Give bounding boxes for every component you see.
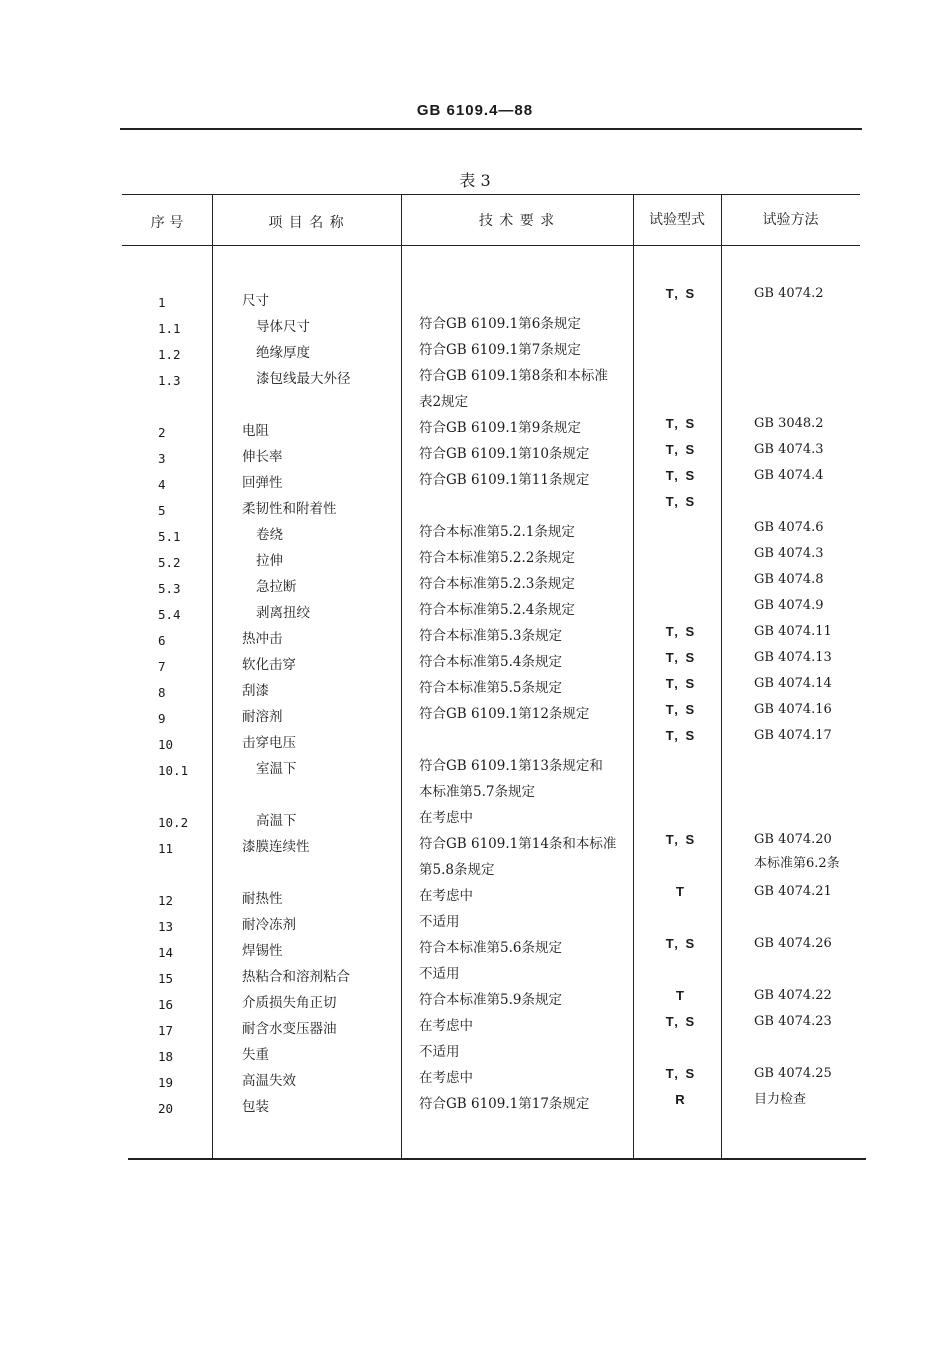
row-test-type: T bbox=[676, 988, 686, 1003]
row-item-name: 刮漆 bbox=[242, 683, 269, 699]
row-seq: 16 bbox=[158, 997, 174, 1012]
row-test-type: T bbox=[676, 884, 686, 899]
row-requirement: 符合GB 6109.1第9条规定 bbox=[419, 420, 581, 436]
row-item-name: 急拉断 bbox=[256, 579, 297, 595]
header-seq: 序 号 bbox=[150, 215, 184, 231]
row-test-method: GB 4074.3 bbox=[754, 546, 824, 561]
row-seq: 11 bbox=[158, 841, 174, 856]
row-seq: 9 bbox=[158, 711, 166, 726]
row-seq: 13 bbox=[158, 919, 174, 934]
row-test-method: GB 4074.4 bbox=[754, 468, 824, 483]
row-item-name: 耐热性 bbox=[242, 891, 283, 907]
row-seq: 3 bbox=[158, 451, 166, 466]
row-test-type: R bbox=[675, 1092, 687, 1107]
row-requirement: 在考虑中 bbox=[419, 1070, 473, 1086]
row-item-name: 耐冷冻剂 bbox=[242, 917, 296, 933]
row-item-name: 漆包线最大外径 bbox=[256, 371, 351, 387]
row-test-method: 目力检查 bbox=[754, 1092, 807, 1107]
row-test-method: GB 4074.17 bbox=[754, 728, 832, 743]
row-test-method: GB 4074.8 bbox=[754, 572, 824, 587]
col-divider-3 bbox=[633, 195, 634, 1158]
row-seq: 18 bbox=[158, 1049, 174, 1064]
row-item-name: 卷绕 bbox=[256, 527, 283, 543]
row-test-type: T, S bbox=[665, 728, 697, 743]
header-requirement: 技 术 要 求 bbox=[478, 213, 556, 229]
row-test-method: GB 4074.26 bbox=[754, 936, 832, 951]
row-requirement-cont: 第5.8条规定 bbox=[419, 862, 495, 878]
row-seq: 1.3 bbox=[158, 373, 181, 388]
row-requirement: 符合本标准第5.3条规定 bbox=[419, 628, 562, 644]
row-requirement: 符合本标准第5.4条规定 bbox=[419, 654, 562, 670]
row-seq: 5.4 bbox=[158, 607, 181, 622]
row-test-type: T, S bbox=[665, 1066, 697, 1081]
row-item-name: 导体尺寸 bbox=[256, 319, 310, 335]
row-test-type: T, S bbox=[665, 676, 697, 691]
row-seq: 1.2 bbox=[158, 347, 181, 362]
row-item-name: 软化击穿 bbox=[242, 657, 296, 673]
row-requirement: 在考虑中 bbox=[419, 810, 473, 826]
table-bottom-rule bbox=[128, 1158, 866, 1160]
row-item-name: 高温失效 bbox=[242, 1073, 296, 1089]
row-requirement: 在考虑中 bbox=[419, 1018, 473, 1034]
row-item-name: 热粘合和溶剂粘合 bbox=[242, 969, 350, 985]
row-test-method: GB 4074.16 bbox=[754, 702, 832, 717]
row-seq: 5.2 bbox=[158, 555, 181, 570]
col-divider-2 bbox=[401, 195, 402, 1158]
table-title: 表 3 bbox=[459, 171, 491, 190]
row-test-type: T, S bbox=[665, 936, 697, 951]
row-seq: 8 bbox=[158, 685, 166, 700]
row-test-type: T, S bbox=[665, 468, 697, 483]
row-item-name: 耐含水变压器油 bbox=[242, 1021, 337, 1037]
row-test-method: GB 4074.11 bbox=[754, 624, 832, 639]
row-requirement-cont: 表2规定 bbox=[419, 394, 469, 410]
row-test-method: GB 3048.2 bbox=[754, 416, 824, 431]
row-item-name: 尺寸 bbox=[242, 293, 269, 309]
row-requirement-cont: 本标准第5.7条规定 bbox=[419, 784, 535, 800]
row-seq: 10.2 bbox=[158, 815, 189, 830]
row-requirement: 符合GB 6109.1第7条规定 bbox=[419, 342, 581, 358]
row-test-method: GB 4074.14 bbox=[754, 676, 832, 691]
header-test-method: 试验方法 bbox=[762, 212, 819, 228]
row-seq: 5.3 bbox=[158, 581, 181, 596]
row-item-name: 室温下 bbox=[256, 761, 297, 777]
row-test-method: GB 4074.9 bbox=[754, 598, 824, 613]
row-requirement: 在考虑中 bbox=[419, 888, 473, 904]
row-requirement: 符合本标准第5.2.2条规定 bbox=[419, 550, 575, 566]
row-item-name: 高温下 bbox=[256, 813, 297, 829]
row-requirement: 不适用 bbox=[419, 1044, 460, 1060]
row-test-method: GB 4074.6 bbox=[754, 520, 824, 535]
row-seq: 4 bbox=[158, 477, 166, 492]
row-test-type: T, S bbox=[665, 286, 697, 301]
standard-code: GB 6109.4—88 bbox=[416, 102, 534, 119]
row-requirement: 符合GB 6109.1第6条规定 bbox=[419, 316, 581, 332]
table-header-rule bbox=[122, 245, 860, 246]
row-item-name: 剥离扭绞 bbox=[256, 605, 310, 621]
row-requirement: 符合本标准第5.2.1条规定 bbox=[419, 524, 575, 540]
row-item-name: 失重 bbox=[242, 1047, 269, 1063]
row-seq: 12 bbox=[158, 893, 174, 908]
row-test-type: T, S bbox=[665, 442, 697, 457]
row-test-method: GB 4074.23 bbox=[754, 1014, 832, 1029]
row-seq: 1 bbox=[158, 295, 166, 310]
header-test-type: 试验型式 bbox=[649, 212, 705, 228]
row-seq: 5 bbox=[158, 503, 166, 518]
row-seq: 2 bbox=[158, 425, 166, 440]
row-test-method: GB 4074.22 bbox=[754, 988, 832, 1003]
row-test-method-cont: 本标准第6.2条 bbox=[754, 856, 840, 871]
row-seq: 1.1 bbox=[158, 321, 181, 336]
header-rule bbox=[120, 128, 862, 130]
col-divider-1 bbox=[212, 195, 213, 1158]
row-test-method: GB 4074.21 bbox=[754, 884, 832, 899]
row-seq: 10.1 bbox=[158, 763, 189, 778]
row-test-type: T, S bbox=[665, 416, 697, 431]
row-item-name: 电阻 bbox=[242, 423, 269, 439]
row-requirement: 符合GB 6109.1第10条规定 bbox=[419, 446, 590, 462]
row-requirement: 符合GB 6109.1第11条规定 bbox=[419, 472, 590, 488]
table-top-rule bbox=[122, 194, 860, 195]
row-requirement: 符合GB 6109.1第17条规定 bbox=[419, 1096, 590, 1112]
row-item-name: 回弹性 bbox=[242, 475, 283, 491]
row-seq: 5.1 bbox=[158, 529, 181, 544]
row-test-type: T, S bbox=[665, 494, 697, 509]
row-requirement: 符合GB 6109.1第14条和本标准 bbox=[419, 836, 617, 852]
row-seq: 15 bbox=[158, 971, 174, 986]
row-item-name: 柔韧性和附着性 bbox=[242, 501, 337, 517]
row-requirement: 符合本标准第5.2.3条规定 bbox=[419, 576, 575, 592]
row-item-name: 热冲击 bbox=[242, 631, 283, 647]
row-test-type: T, S bbox=[665, 702, 697, 717]
row-test-type: T, S bbox=[665, 1014, 697, 1029]
row-item-name: 包装 bbox=[242, 1099, 269, 1115]
row-requirement: 符合本标准第5.2.4条规定 bbox=[419, 602, 575, 618]
row-test-type: T, S bbox=[665, 624, 697, 639]
row-seq: 17 bbox=[158, 1023, 174, 1038]
row-test-method: GB 4074.3 bbox=[754, 442, 824, 457]
row-item-name: 击穿电压 bbox=[242, 735, 296, 751]
row-requirement: 符合本标准第5.6条规定 bbox=[419, 940, 562, 956]
row-seq: 7 bbox=[158, 659, 166, 674]
row-seq: 14 bbox=[158, 945, 174, 960]
row-requirement: 符合本标准第5.5条规定 bbox=[419, 680, 562, 696]
row-item-name: 耐溶剂 bbox=[242, 709, 283, 725]
row-test-method: GB 4074.20 bbox=[754, 832, 832, 847]
row-item-name: 绝缘厚度 bbox=[256, 345, 310, 361]
row-item-name: 焊锡性 bbox=[242, 943, 283, 959]
header-item-name: 项 目 名 称 bbox=[268, 215, 345, 231]
row-requirement: 符合GB 6109.1第13条规定和 bbox=[419, 758, 603, 774]
row-test-type: T, S bbox=[665, 832, 697, 847]
row-test-method: GB 4074.2 bbox=[754, 286, 824, 301]
row-item-name: 漆膜连续性 bbox=[242, 839, 310, 855]
row-seq: 6 bbox=[158, 633, 166, 648]
row-seq: 19 bbox=[158, 1075, 174, 1090]
row-requirement: 符合GB 6109.1第8条和本标准 bbox=[419, 368, 608, 384]
row-item-name: 伸长率 bbox=[242, 449, 283, 465]
row-seq: 10 bbox=[158, 737, 174, 752]
row-seq: 20 bbox=[158, 1101, 174, 1116]
row-test-method: GB 4074.13 bbox=[754, 650, 832, 665]
row-requirement: 符合本标准第5.9条规定 bbox=[419, 992, 562, 1008]
row-requirement: 不适用 bbox=[419, 966, 460, 982]
row-item-name: 拉伸 bbox=[256, 553, 283, 569]
row-test-type: T, S bbox=[665, 650, 697, 665]
row-requirement: 符合GB 6109.1第12条规定 bbox=[419, 706, 590, 722]
row-test-method: GB 4074.25 bbox=[754, 1066, 832, 1081]
row-item-name: 介质损失角正切 bbox=[242, 995, 337, 1011]
row-requirement: 不适用 bbox=[419, 914, 460, 930]
